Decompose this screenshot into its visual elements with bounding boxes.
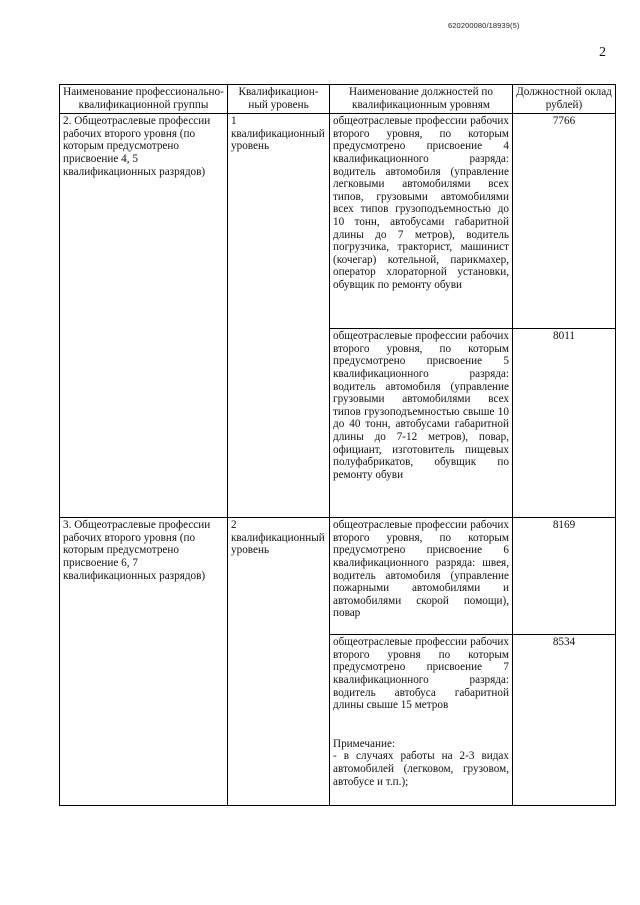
note-text: - в случаях работы на 2-3 видах автомобилей (легковом, грузовом, автобусе и т.п.); — [333, 750, 509, 788]
positions-cell: общеотраслевые профессии рабочих второго уровня, по которым предусмотрено присвоение 5 квалификационного разряда: водитель автомобиля (управление грузовыми автомобилями всех типов грузоподъемностью свыше 10 до 40 тонн, автобусами габаритной длины до 7-12 метров), повар, официант, изготовитель пищевых полуфабрикатов, обувщик по ремонту обуви — [330, 329, 513, 518]
note-title: Примечание: — [333, 737, 396, 750]
document-code: 620200080/18939(5) — [448, 21, 520, 30]
salary-cell: 7766 — [513, 114, 616, 329]
header-group-name: Наименование профессионально-квалификационной группы — [60, 85, 228, 114]
positions-cell — [330, 635, 513, 806]
qualification-level-cell: 1 квалификационный уровень — [228, 114, 330, 518]
positions-cell: общеотраслевые профессии рабочих второго уровня, по которым предусмотрено присвоение 4 квалификационного разряда: водитель автомобиля (управление легковыми автомобилями всех типов, грузовыми автомобилями всех типов грузоподъемностью до 10 тонн, автобусами габаритной длины до 7 метров), водитель погрузчика, тракторист, машинист (кочегар) котельной, парикмахер, оператор хлораторной установки, обувщик по ремонту обуви — [330, 114, 513, 329]
table-row — [60, 114, 616, 329]
header-positions: Наименование должностей по квалификационным уровням — [330, 85, 513, 114]
page-number: 2 — [599, 45, 606, 60]
table-row — [60, 518, 616, 635]
positions-cell: общеотраслевые профессии рабочих второго уровня, по которым предусмотрено присвоение 6 квалификационного разряда: швея, водитель автомобиля (управление пожарными автомобилями и автомобилями скорой помощи), повар — [330, 518, 513, 635]
header-level: Квалификацион-ный уровень — [228, 85, 330, 114]
positions-text: общеотраслевые профессии рабочих второго уровня по которым предусмотрено присвоение 7 квалификационного разряда: водитель автобуса габаритной длины свыше 15 метров — [333, 636, 509, 712]
salary-cell: 8011 — [513, 329, 616, 518]
salary-table — [59, 84, 616, 806]
salary-cell: 8169 — [513, 518, 616, 635]
group-name-cell: 2. Общеотраслевые профессии рабочих второго уровня (по которым предусмотрено присвоение 4, 5 квалификационных разрядов) — [60, 114, 228, 518]
qualification-level-cell: 2 квалификационный уровень — [228, 518, 330, 806]
group-name-cell: 3. Общеотраслевые профессии рабочих второго уровня (по которым предусмотрено присвоение 6, 7 квалификационных разрядов) — [60, 518, 228, 806]
header-salary: Должностной оклад рублей) — [513, 85, 616, 114]
table-header-row — [60, 85, 616, 114]
salary-cell: 8534 — [513, 635, 616, 806]
